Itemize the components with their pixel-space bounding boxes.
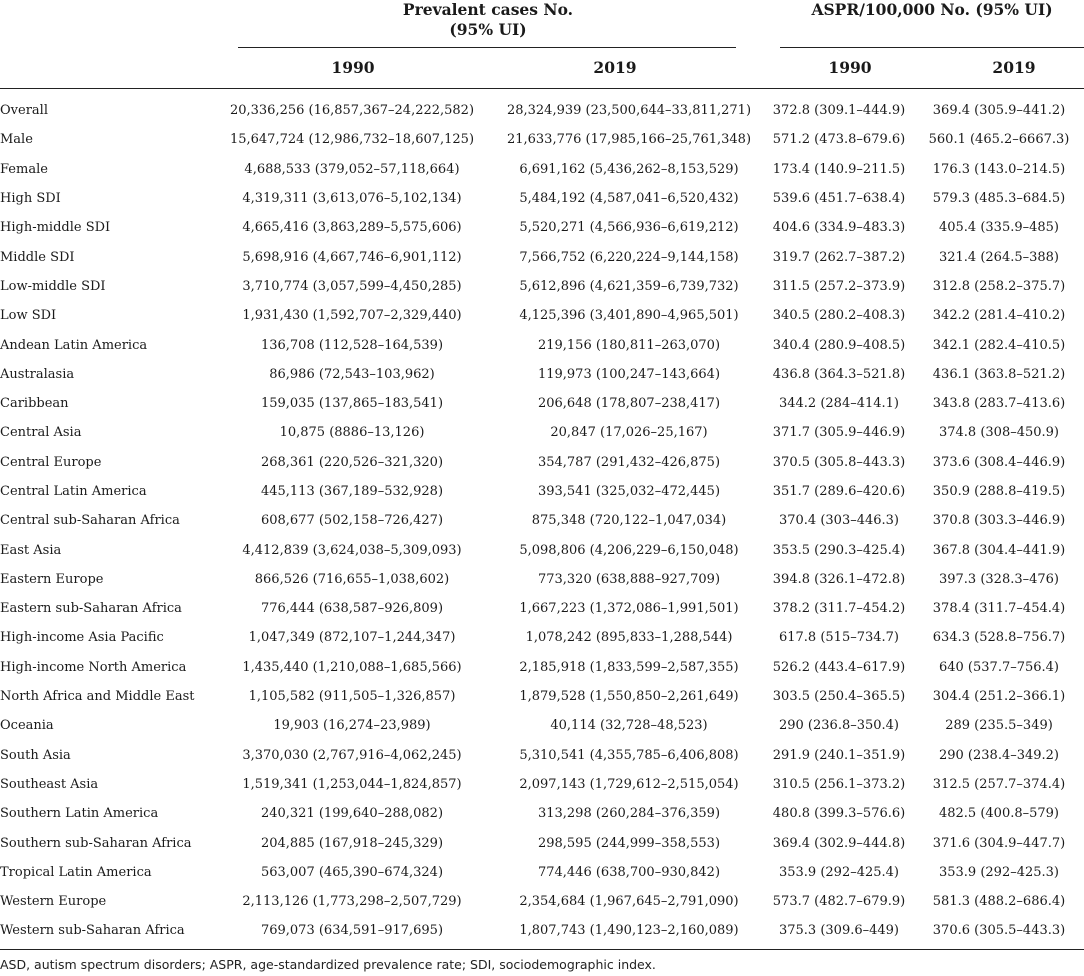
aspr-2019: 373.6 (308.4–446.9) [932, 454, 1066, 470]
aspr-2019: 289 (235.5–349) [945, 718, 1053, 734]
header-year-cases-2019: 2019 [593, 58, 637, 77]
table-row [0, 125, 1084, 154]
table-row [0, 96, 1084, 125]
cases-2019: 774,446 (638,700–930,842) [537, 864, 721, 880]
region-label: Central Europe [0, 454, 102, 470]
aspr-1990: 340.5 (280.2–408.3) [772, 308, 906, 324]
table-row [0, 418, 1084, 447]
cases-1990: 776,444 (638,587–926,809) [260, 601, 444, 617]
aspr-2019: 312.5 (257.7–374.4) [932, 776, 1066, 792]
cases-1990: 608,677 (502,158–726,427) [260, 513, 444, 529]
cases-2019: 5,612,896 (4,621,359–6,739,732) [519, 278, 739, 294]
cases-1990: 3,370,030 (2,767,916–4,062,245) [242, 747, 462, 763]
header-year-aspr-1990: 1990 [828, 58, 872, 77]
region-label: High-income Asia Pacific [0, 630, 164, 646]
aspr-1990: 291.9 (240.1–351.9) [772, 747, 906, 763]
region-label: Middle SDI [0, 249, 75, 265]
table-row [0, 506, 1084, 535]
cases-1990: 10,875 (8886–13,126) [279, 425, 425, 441]
prevalence-table [0, 96, 1084, 946]
aspr-2019: 436.1 (363.8–521.2) [932, 366, 1066, 382]
region-label: Western Europe [0, 894, 107, 910]
header-prevalent-cases: Prevalent cases No. (95% UI) [402, 0, 574, 39]
cases-2019: 1,667,223 (1,372,086–1,991,501) [519, 601, 739, 617]
header-year-aspr-2019: 2019 [992, 58, 1036, 77]
table-row [0, 389, 1084, 418]
cases-2019: 2,185,918 (1,833,599–2,587,355) [519, 659, 739, 675]
aspr-1990: 480.8 (399.3–576.6) [772, 806, 906, 822]
aspr-1990: 404.6 (334.9–483.3) [772, 220, 906, 236]
table-row [0, 594, 1084, 623]
cases-2019: 5,520,271 (4,566,936–6,619,212) [519, 220, 739, 236]
header-rule-prevalent [238, 47, 736, 48]
cases-2019: 1,078,242 (895,833–1,288,544) [525, 630, 733, 646]
header-year-cases-1990: 1990 [331, 58, 375, 77]
region-label: Male [0, 132, 33, 148]
aspr-2019: 343.8 (283.7–413.6) [932, 396, 1066, 412]
cases-1990: 445,113 (367,189–532,928) [260, 484, 444, 499]
aspr-2019: 321.4 (264.5–388) [938, 249, 1060, 265]
region-label: Overall [0, 103, 48, 119]
aspr-1990: 371.7 (305.9–446.9) [772, 425, 906, 441]
cases-2019: 119,973 (100,247–143,664) [537, 366, 721, 382]
cases-1990: 268,361 (220,526–321,320) [260, 454, 444, 470]
cases-2019: 7,566,752 (6,220,224–9,144,158) [519, 249, 739, 265]
aspr-1990: 173.4 (140.9–211.5) [772, 161, 906, 177]
cases-2019: 354,787 (291,432–426,875) [537, 454, 721, 470]
aspr-1990: 369.4 (302.9–444.8) [772, 835, 906, 851]
table-row [0, 272, 1084, 301]
region-label: Eastern sub-Saharan Africa [0, 601, 182, 617]
cases-1990: 866,526 (716,655–1,038,602) [254, 571, 450, 587]
cases-2019: 40,114 (32,728–48,523) [550, 718, 708, 734]
cases-1990: 15,647,724 (12,986,732–18,607,125) [229, 132, 475, 148]
aspr-1990: 353.5 (290.3–425.4) [772, 542, 906, 558]
cases-2019: 1,879,528 (1,550,850–2,261,649) [519, 689, 739, 705]
aspr-1990: 370.5 (305.8–443.3) [772, 454, 906, 470]
aspr-1990: 375.3 (309.6–449) [778, 923, 900, 939]
table-row [0, 711, 1084, 740]
region-label: Andean Latin America [0, 337, 148, 353]
aspr-1990: 344.2 (284–414.1) [778, 396, 900, 412]
region-label: Southern Latin America [0, 806, 159, 822]
aspr-2019: 371.6 (304.9–447.7) [932, 835, 1066, 851]
region-label: Southern sub-Saharan Africa [0, 835, 192, 851]
table-row [0, 448, 1084, 477]
cases-2019: 206,648 (178,807–238,417) [537, 396, 721, 412]
aspr-1990: 617.8 (515–734.7) [778, 630, 900, 646]
table-row [0, 741, 1084, 770]
table-row [0, 887, 1084, 916]
table-row [0, 770, 1084, 799]
cases-2019: 393,541 (325,032–472,445) [537, 484, 721, 499]
table-row [0, 799, 1084, 828]
aspr-1990: 319.7 (262.7–387.2) [772, 249, 906, 265]
table-row [0, 477, 1084, 506]
aspr-2019: 581.3 (488.2–686.4) [932, 894, 1066, 910]
aspr-1990: 573.7 (482.7–679.9) [772, 894, 906, 910]
aspr-2019: 560.1 (465.2–6667.3) [928, 132, 1070, 148]
table-row [0, 653, 1084, 682]
cases-1990: 1,105,582 (911,505–1,326,857) [248, 689, 456, 705]
table-row [0, 213, 1084, 242]
cases-2019: 20,847 (17,026–25,167) [550, 425, 708, 441]
aspr-2019: 176.3 (143.0–214.5) [932, 161, 1066, 177]
aspr-2019: 378.4 (311.7–454.4) [932, 601, 1066, 617]
region-label: High-income North America [0, 659, 187, 675]
table-row [0, 858, 1084, 887]
cases-1990: 240,321 (199,640–288,082) [260, 806, 444, 822]
cases-2019: 4,125,396 (3,401,890–4,965,501) [519, 308, 739, 324]
table-row [0, 242, 1084, 271]
region-label: Caribbean [0, 396, 69, 412]
aspr-2019: 304.4 (251.2–366.1) [932, 689, 1066, 705]
table-row [0, 682, 1084, 711]
region-label: Central sub-Saharan Africa [0, 513, 180, 529]
aspr-2019: 342.1 (282.4–410.5) [932, 337, 1066, 353]
aspr-2019: 397.3 (328.3–476) [938, 571, 1060, 587]
table-footnote: ASD, autism spectrum disorders; ASPR, age-standardized prevalence rate; SDI, sociodemographic index. [0, 957, 656, 972]
cases-1990: 1,931,430 (1,592,707–2,329,440) [242, 308, 462, 324]
region-label: High SDI [0, 191, 61, 207]
table-row [0, 535, 1084, 564]
aspr-2019: 640 (537.7–756.4) [938, 659, 1060, 675]
cases-2019: 219,156 (180,811–263,070) [537, 337, 721, 353]
region-label: Tropical Latin America [0, 864, 152, 880]
cases-2019: 5,484,192 (4,587,041–6,520,432) [519, 191, 739, 207]
aspr-1990: 353.9 (292–425.4) [778, 864, 900, 880]
cases-2019: 298,595 (244,999–358,553) [537, 835, 721, 851]
cases-1990: 3,710,774 (3,057,599–4,450,285) [242, 278, 462, 294]
aspr-2019: 405.4 (335.9–485) [938, 220, 1060, 236]
cases-2019: 773,320 (638,888–927,709) [537, 571, 721, 587]
cases-2019: 875,348 (720,122–1,047,034) [531, 513, 727, 529]
cases-2019: 6,691,162 (5,436,262–8,153,529) [519, 161, 739, 177]
aspr-1990: 311.5 (257.2–373.9) [772, 278, 906, 294]
region-label: Low SDI [0, 308, 57, 324]
aspr-1990: 290 (236.8–350.4) [778, 718, 900, 734]
header-rule-aspr [780, 47, 1084, 48]
cases-2019: 28,324,939 (23,500,644–33,811,271) [506, 103, 752, 119]
aspr-2019: 353.9 (292–425.3) [938, 864, 1060, 880]
table-row [0, 360, 1084, 389]
cases-1990: 204,885 (167,918–245,329) [260, 835, 444, 851]
aspr-1990: 539.6 (451.7–638.4) [772, 191, 906, 207]
aspr-2019: 634.3 (528.8–756.7) [932, 630, 1066, 646]
table-row [0, 916, 1084, 945]
cases-1990: 1,047,349 (872,107–1,244,347) [248, 630, 456, 646]
table-bottom-rule [0, 949, 1084, 950]
cases-1990: 19,903 (16,274–23,989) [273, 718, 431, 734]
aspr-1990: 370.4 (303–446.3) [778, 513, 900, 529]
region-label: East Asia [0, 542, 62, 558]
region-label: Southeast Asia [0, 776, 99, 792]
aspr-1990: 378.2 (311.7–454.2) [772, 601, 906, 617]
cases-1990: 20,336,256 (16,857,367–24,222,582) [229, 103, 475, 119]
cases-2019: 5,098,806 (4,206,229–6,150,048) [519, 542, 739, 558]
aspr-1990: 571.2 (473.8–679.6) [772, 132, 906, 148]
aspr-2019: 290 (238.4–349.2) [938, 747, 1060, 763]
table-row [0, 565, 1084, 594]
table-row [0, 623, 1084, 652]
aspr-1990: 310.5 (256.1–373.2) [772, 776, 906, 792]
region-label: Central Latin America [0, 484, 147, 499]
cases-1990: 4,665,416 (3,863,289–5,575,606) [242, 220, 462, 236]
cases-1990: 1,435,440 (1,210,088–1,685,566) [242, 659, 462, 675]
aspr-2019: 579.3 (485.3–684.5) [932, 191, 1066, 207]
cases-1990: 86,986 (72,543–103,962) [269, 366, 435, 382]
cases-2019: 2,097,143 (1,729,612–2,515,054) [519, 776, 739, 792]
aspr-2019: 312.8 (258.2–375.7) [932, 278, 1066, 294]
table-row [0, 155, 1084, 184]
cases-1990: 769,073 (634,591–917,695) [260, 923, 444, 939]
region-label: South Asia [0, 747, 71, 763]
aspr-1990: 303.5 (250.4–365.5) [772, 689, 906, 705]
aspr-1990: 372.8 (309.1–444.9) [772, 103, 906, 119]
region-label: Australasia [0, 366, 75, 382]
aspr-2019: 350.9 (288.8–419.5) [932, 484, 1066, 499]
cases-1990: 5,698,916 (4,667,746–6,901,112) [242, 249, 462, 265]
aspr-2019: 367.8 (304.4–441.9) [932, 542, 1066, 558]
cases-2019: 5,310,541 (4,355,785–6,406,808) [519, 747, 739, 763]
aspr-2019: 370.6 (305.5–443.3) [932, 923, 1066, 939]
aspr-2019: 342.2 (281.4–410.2) [932, 308, 1066, 324]
aspr-2019: 370.8 (303.3–446.9) [932, 513, 1066, 529]
region-label: Oceania [0, 718, 54, 734]
aspr-1990: 394.8 (326.1–472.8) [772, 571, 906, 587]
header-aspr: ASPR/100,000 No. (95% UI) [811, 0, 1053, 19]
region-label: Eastern Europe [0, 571, 104, 587]
aspr-2019: 482.5 (400.8–579) [938, 806, 1060, 822]
cases-1990: 159,035 (137,865–183,541) [260, 396, 444, 412]
table-row [0, 828, 1084, 857]
cases-2019: 313,298 (260,284–376,359) [537, 806, 721, 822]
region-label: Low-middle SDI [0, 278, 106, 294]
cases-1990: 2,113,126 (1,773,298–2,507,729) [242, 894, 462, 910]
cases-1990: 563,007 (465,390–674,324) [260, 864, 444, 880]
aspr-1990: 436.8 (364.3–521.8) [772, 366, 906, 382]
cases-2019: 1,807,743 (1,490,123–2,160,089) [519, 923, 739, 939]
cases-1990: 4,688,533 (379,052–57,118,664) [244, 161, 460, 177]
region-label: High-middle SDI [0, 220, 111, 236]
cases-1990: 136,708 (112,528–164,539) [260, 337, 444, 353]
cases-1990: 1,519,341 (1,253,044–1,824,857) [242, 776, 462, 792]
region-label: North Africa and Middle East [0, 689, 195, 705]
header-bottom-rule [0, 88, 1084, 89]
region-label: Female [0, 161, 48, 177]
table-row [0, 301, 1084, 330]
aspr-2019: 374.8 (308–450.9) [938, 425, 1060, 441]
table-row [0, 330, 1084, 359]
region-label: Central Asia [0, 425, 82, 441]
region-label: Western sub-Saharan Africa [0, 923, 185, 939]
aspr-1990: 526.2 (443.4–617.9) [772, 659, 906, 675]
aspr-1990: 340.4 (280.9–408.5) [772, 337, 906, 353]
cases-2019: 21,633,776 (17,985,166–25,761,348) [506, 132, 752, 148]
cases-1990: 4,319,311 (3,613,076–5,102,134) [242, 191, 462, 207]
table-row [0, 184, 1084, 213]
cases-1990: 4,412,839 (3,624,038–5,309,093) [242, 542, 462, 558]
aspr-1990: 351.7 (289.6–420.6) [772, 484, 906, 499]
cases-2019: 2,354,684 (1,967,645–2,791,090) [519, 894, 739, 910]
aspr-2019: 369.4 (305.9–441.2) [932, 103, 1066, 119]
